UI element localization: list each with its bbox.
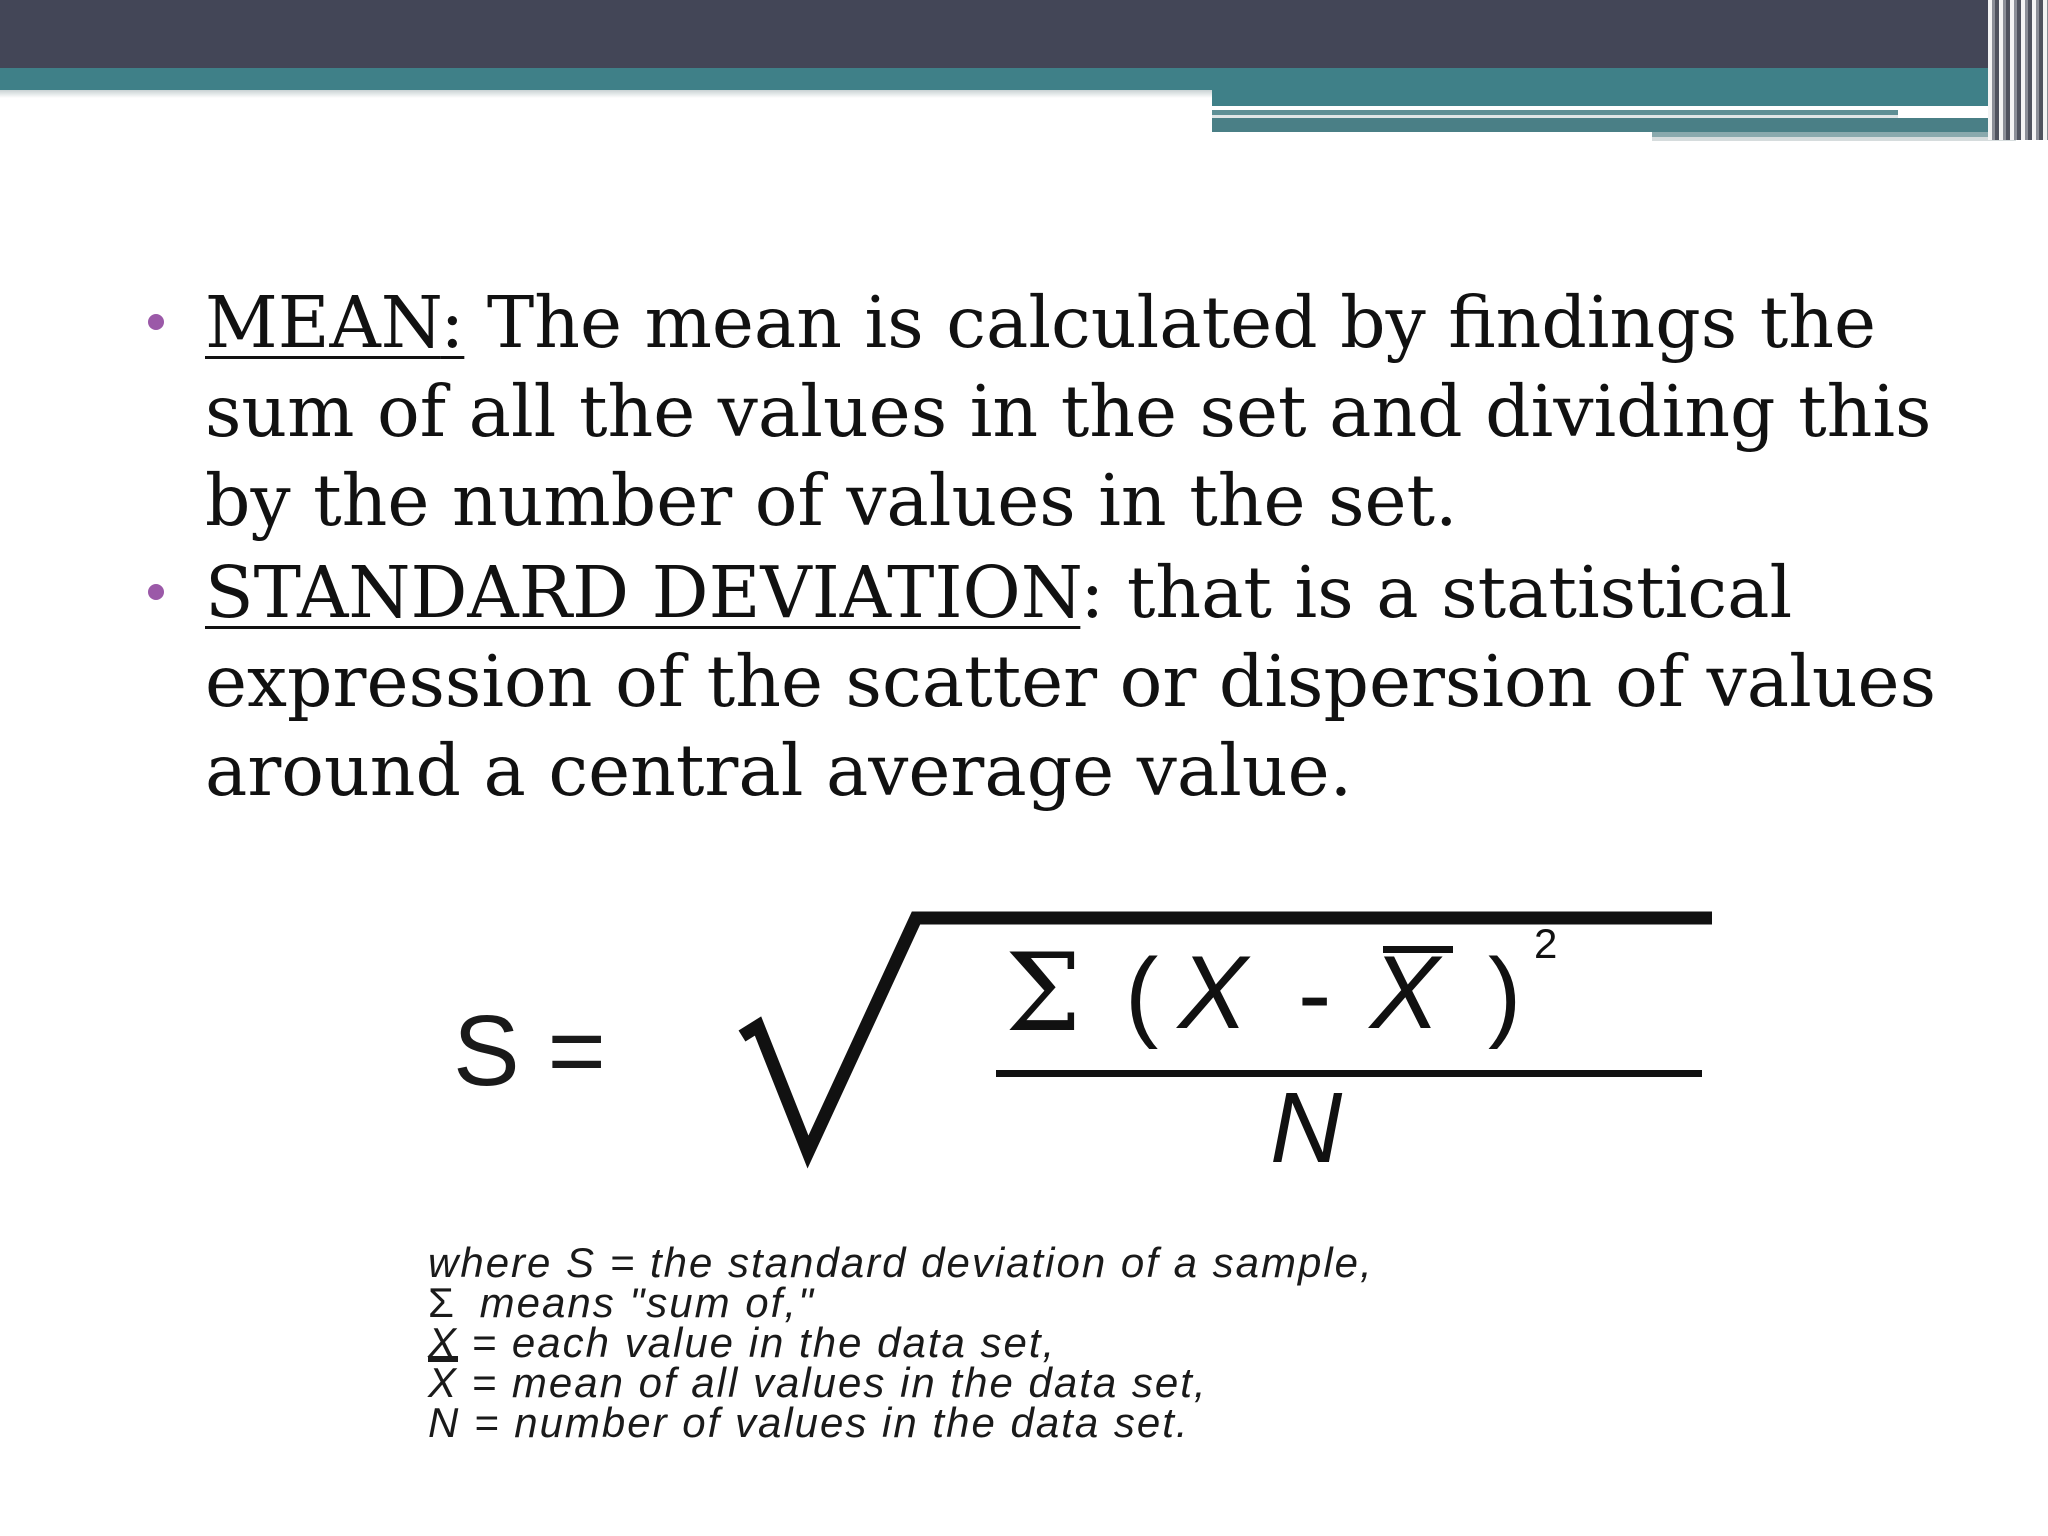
formula-close-paren: ) (1488, 938, 1522, 1050)
bullet-list (148, 278, 1968, 815)
definition-mean: The mean is calculated by findings the sum of all the values in the set and dividing this by the number of values in the set. (205, 281, 1932, 542)
formula-denominator: N (1270, 1072, 1343, 1180)
legend-x-bar-symbol: $\overline{X}$ (428, 1359, 459, 1406)
legend-line-x-bar: $\overline{X}$ = mean of all values in the data set, (428, 1359, 1208, 1406)
term-standard-deviation: STANDARD DEVIATION (205, 551, 1081, 634)
formula-x: X (1178, 935, 1248, 1051)
legend-line-s: where S = the standard deviation of a sample, (428, 1239, 1374, 1286)
header-step-upper (1212, 90, 2016, 106)
formula-lhs: S = (453, 995, 606, 1107)
definition-standard-deviation: that is a statistical expression of the scatter or dispersion of values around a central average value. (205, 551, 1937, 812)
term-mean: MEAN: (205, 281, 465, 364)
standard-deviation-formula (440, 900, 1720, 1180)
bullet-mean (148, 278, 1968, 545)
legend-line-n: N = number of values in the data set. (428, 1399, 1190, 1446)
bullet-dot (148, 314, 164, 330)
legend-n-symbol: N (428, 1399, 461, 1446)
header-corner-stripes (1988, 0, 2048, 140)
formula-sigma: Σ (1005, 931, 1082, 1056)
formula-open-paren: ( (1125, 938, 1159, 1050)
header-bar (0, 0, 2048, 68)
formula-minus: - (1298, 938, 1332, 1050)
legend-line-x: X = each value in the data set, (428, 1319, 1057, 1366)
bullet-standard-deviation (148, 548, 1968, 815)
term-separator: : (1080, 551, 1105, 634)
header-step-lower (1212, 118, 2016, 132)
formula-legend (428, 1239, 1808, 1446)
fraction-bar (996, 1070, 1702, 1077)
bullet-dot (148, 584, 164, 600)
formula-x-bar: X (1370, 935, 1440, 1051)
legend-line-sigma: Σ means "sum of," (428, 1279, 815, 1326)
legend-sigma-symbol: Σ (428, 1279, 456, 1326)
formula-exponent: 2 (1534, 920, 1558, 967)
legend-x-symbol: X (428, 1319, 459, 1366)
header-accent-bar (0, 68, 2016, 90)
header-rule-lower-highlight (1652, 137, 2016, 141)
